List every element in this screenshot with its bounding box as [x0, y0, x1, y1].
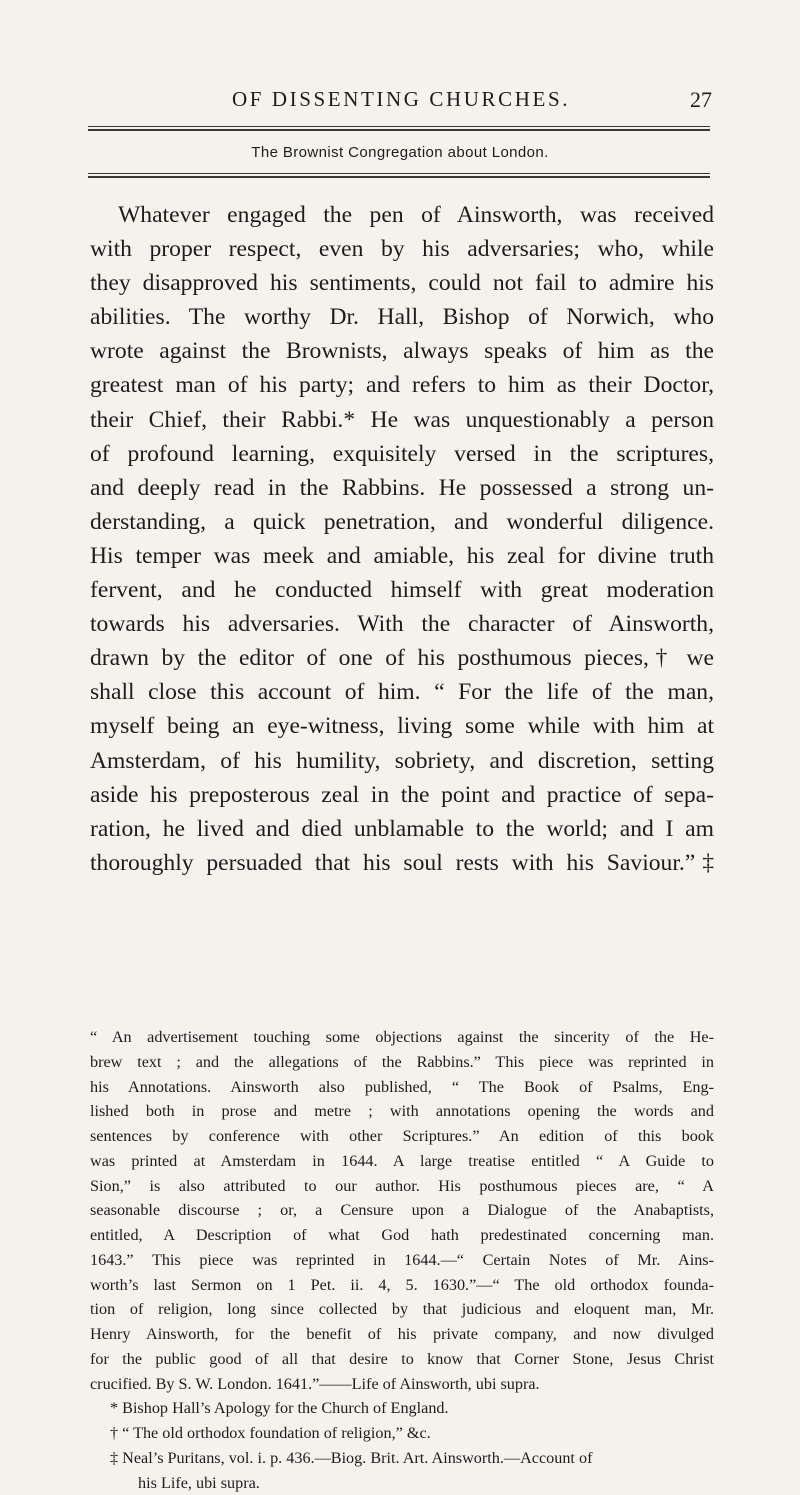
note-line: 1643.” This piece was reprinted in 1644.—“ Certain Notes of Mr. Ains-: [90, 1248, 714, 1273]
note-line: for the public good of all that desire to know that Corner Stone, Jesus Christ: [90, 1347, 714, 1372]
notes-block: [90, 1025, 714, 1495]
note-line: lished both in prose and metre ; with annotations opening the words and: [90, 1099, 714, 1124]
running-title: OF DISSENTING CHURCHES.: [232, 87, 570, 112]
page-number: 27: [690, 87, 712, 113]
note-line: was printed at Amsterdam in 1644. A large treatise entitled “ A Guide to: [90, 1149, 714, 1174]
body-line: their Chief, their Rabbi.* He was unquestionably a person: [90, 403, 714, 437]
note-line: seasonable discourse ; or, a Censure upon a Dialogue of the Anabaptists,: [90, 1198, 714, 1223]
body-line: of profound learning, exquisitely versed in the scriptures,: [90, 437, 714, 471]
body-line: derstanding, a quick penetration, and wonderful diligence.: [90, 505, 714, 539]
body-line: and deeply read in the Rabbins. He possessed a strong un-: [90, 471, 714, 505]
body-line: thoroughly persuaded that his soul rests with his Saviour.”‡: [90, 846, 714, 880]
body-line: with proper respect, even by his adversaries; who, while: [90, 232, 714, 266]
body-line: fervent, and he conducted himself with great moderation: [90, 573, 714, 607]
body-line: myself being an eye-witness, living some while with him at: [90, 709, 714, 743]
bottom-rule-thick: [88, 176, 710, 178]
note-line: Sion,” is also attributed to our author. His posthumous pieces are, “ A: [90, 1174, 714, 1199]
body-line: Amsterdam, of his humility, sobriety, and discretion, setting: [90, 744, 714, 778]
note-line: worth’s last Sermon on 1 Pet. ii. 4, 5. 1630.”—“ The old orthodox founda-: [90, 1273, 714, 1298]
body-line: His temper was meek and amiable, his zeal for divine truth: [90, 539, 714, 573]
footnote-asterisk: * Bishop Hall’s Apology for the Church of England.: [90, 1396, 714, 1421]
top-rule-thin: [88, 126, 710, 127]
body-line: towards his adversaries. With the character of Ainsworth,: [90, 607, 714, 641]
note-line: Henry Ainsworth, for the benefit of his private company, and now divulged: [90, 1322, 714, 1347]
footnote-dagger: † “ The old orthodox foundation of religion,” &c.: [90, 1421, 714, 1446]
note-line: sentences by conference with other Scriptures.” An edition of this book: [90, 1124, 714, 1149]
body-line: drawn by the editor of one of his posthumous pieces,† we: [90, 641, 714, 675]
note-line: his Annotations. Ainsworth also published, “ The Book of Psalms, Eng-: [90, 1075, 714, 1100]
body-line: ration, he lived and died unblamable to the world; and I am: [90, 812, 714, 846]
footnote-continuation: his Life, ubi supra.: [90, 1471, 714, 1495]
top-rule-thick: [88, 129, 710, 131]
footnote-double-dagger: ‡ Neal’s Puritans, vol. i. p. 436.—Biog. Brit. Art. Ainsworth.—Account of: [90, 1446, 714, 1471]
body-line: abilities. The worthy Dr. Hall, Bishop of Norwich, who: [90, 300, 714, 334]
note-line: tion of religion, long since collected by that judicious and eloquent man, Mr.: [90, 1297, 714, 1322]
body-line: aside his preposterous zeal in the point and practice of sepa-: [90, 778, 714, 812]
bottom-rule-thin: [88, 173, 710, 174]
note-line: brew text ; and the allegations of the Rabbins.” This piece was reprinted in: [90, 1050, 714, 1075]
section-caption: The Brownist Congregation about London.: [0, 144, 800, 161]
note-line: “ An advertisement touching some objections against the sincerity of the He-: [90, 1025, 714, 1050]
note-line: entitled, A Description of what God hath predestinated concerning man.: [90, 1223, 714, 1248]
body-line: greatest man of his party; and refers to him as their Doctor,: [90, 368, 714, 402]
main-paragraph: [90, 198, 714, 880]
running-head: [0, 87, 800, 117]
body-line: Whatever engaged the pen of Ainsworth, was received: [90, 198, 714, 232]
note-line: crucified. By S. W. London. 1641.”——Life of Ainsworth, ubi supra.: [90, 1372, 714, 1397]
body-line: wrote against the Brownists, always speaks of him as the: [90, 334, 714, 368]
body-line: they disapproved his sentiments, could not fail to admire his: [90, 266, 714, 300]
body-line: shall close this account of him. “ For the life of the man,: [90, 675, 714, 709]
